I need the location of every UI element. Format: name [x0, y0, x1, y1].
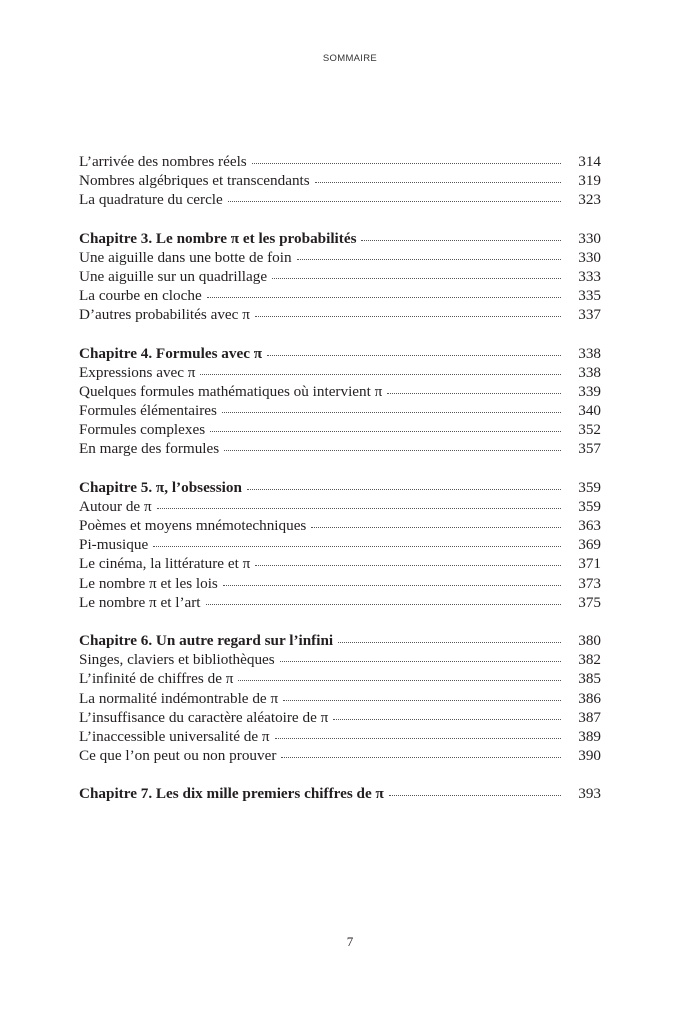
dot-leader [255, 565, 561, 566]
table-of-contents [79, 152, 601, 822]
toc-entry-page: 352 [578, 421, 601, 439]
toc-entry-page: 330 [578, 229, 601, 247]
toc-entry-page: 339 [578, 382, 601, 400]
dot-leader [224, 450, 561, 451]
toc-entry-title: Poèmes et moyens mnémotechniques [79, 517, 307, 534]
toc-entry [79, 516, 601, 535]
toc-entry-page: 393 [578, 785, 601, 803]
toc-entry-title: Quelques formules mathématiques où intervient π [79, 382, 383, 400]
toc-chapter-heading [79, 478, 601, 497]
dot-leader [255, 316, 561, 317]
toc-chapter-heading [79, 784, 601, 803]
dot-leader [338, 642, 561, 643]
toc-entry-page: 359 [578, 497, 601, 515]
toc-entry-title: Formules élémentaires [79, 402, 217, 420]
page-number: 7 [346, 934, 354, 949]
dot-leader [238, 680, 561, 681]
dot-leader [207, 297, 561, 298]
toc-entry-page: 386 [578, 689, 601, 707]
toc-entry [79, 305, 601, 324]
toc-entry [79, 497, 601, 516]
dot-leader [361, 240, 561, 241]
toc-entry-title: Chapitre 4. Formules avec π [79, 344, 263, 362]
dot-leader [267, 355, 561, 356]
toc-entry-page: 335 [578, 287, 601, 305]
dot-leader [280, 661, 561, 662]
toc-entry [79, 190, 601, 209]
toc-section [79, 784, 601, 803]
toc-entry [79, 669, 601, 688]
toc-entry [79, 708, 601, 727]
toc-entry-title: Ce que l’on peut ou non prouver [79, 747, 277, 765]
dot-leader [200, 374, 561, 375]
toc-entry-title: Expressions avec π [79, 363, 196, 381]
toc-entry-title: L’arrivée des nombres réels [79, 153, 247, 170]
toc-entry-page: 319 [578, 172, 601, 190]
toc-entry [79, 248, 601, 267]
dot-leader [210, 431, 561, 432]
toc-entry [79, 554, 601, 573]
toc-chapter-heading [79, 229, 601, 248]
toc-entry-title: D’autres probabilités avec π [79, 306, 250, 324]
running-head: SOMMAIRE [322, 53, 378, 64]
toc-entry-title: Pi-musique [79, 536, 149, 554]
toc-entry [79, 574, 601, 593]
dot-leader [283, 700, 561, 701]
dot-leader [333, 719, 561, 720]
toc-entry-page: 380 [578, 631, 601, 649]
toc-entry [79, 535, 601, 554]
toc-entry [79, 727, 601, 746]
dot-leader [252, 163, 561, 164]
dot-leader [247, 489, 561, 490]
toc-entry-title: Chapitre 5. π, l’obsession [79, 478, 242, 496]
toc-entry-title: Le nombre π et les lois [79, 574, 218, 592]
dot-leader [315, 182, 561, 183]
toc-entry [79, 401, 601, 420]
toc-entry [79, 689, 601, 708]
toc-entry-title: Formules complexes [79, 421, 206, 439]
toc-entry-title: La courbe en cloche [79, 287, 202, 305]
dot-leader [275, 738, 561, 739]
toc-entry-title: L’inaccessible universalité de π [79, 727, 270, 745]
toc-entry-page: 373 [578, 574, 601, 592]
toc-entry [79, 152, 601, 171]
toc-entry-page: 390 [578, 747, 601, 765]
toc-entry-page: 375 [578, 593, 601, 611]
toc-entry [79, 746, 601, 765]
toc-entry [79, 267, 601, 286]
toc-entry-page: 340 [578, 402, 601, 420]
toc-entry-page: 389 [578, 727, 601, 745]
toc-section [79, 631, 601, 765]
toc-entry [79, 382, 601, 401]
toc-entry-page: 359 [578, 478, 601, 496]
toc-entry-title: Une aiguille dans une botte de foin [79, 248, 292, 266]
toc-entry-title: Nombres algébriques et transcendants [79, 172, 310, 190]
toc-entry [79, 363, 601, 382]
toc-entry [79, 171, 601, 190]
dot-leader [297, 259, 561, 260]
toc-entry-title: Chapitre 3. Le nombre π et les probabilités [79, 229, 357, 247]
toc-entry-page: 338 [578, 363, 601, 381]
toc-entry-page: 382 [578, 651, 601, 669]
toc-entry-page: 337 [578, 306, 601, 324]
toc-entry-page: 323 [578, 191, 601, 209]
dot-leader [206, 604, 561, 605]
toc-entry-title: Autour de π [79, 497, 152, 515]
dot-leader [387, 393, 561, 394]
toc-entry-page: 314 [578, 153, 601, 170]
toc-entry-page: 369 [578, 536, 601, 554]
dot-leader [281, 757, 561, 758]
toc-entry-page: 333 [578, 267, 601, 285]
toc-entry-title: Chapitre 6. Un autre regard sur l’infini [79, 631, 334, 649]
toc-chapter-heading [79, 631, 601, 650]
toc-entry-title: Chapitre 7. Les dix mille premiers chiffres de π [79, 785, 384, 803]
dot-leader [272, 278, 561, 279]
toc-entry-title: L’infinité de chiffres de π [79, 670, 234, 688]
toc-entry-title: Le nombre π et l’art [79, 593, 201, 611]
toc-section [79, 344, 601, 459]
toc-section [79, 229, 601, 325]
dot-leader [223, 585, 561, 586]
toc-entry-title: Une aiguille sur un quadrillage [79, 267, 268, 285]
toc-entry-page: 357 [578, 440, 601, 458]
toc-section [79, 152, 601, 210]
toc-section [79, 478, 601, 612]
toc-entry-page: 385 [578, 670, 601, 688]
toc-entry-page: 387 [578, 708, 601, 726]
toc-entry [79, 286, 601, 305]
dot-leader [311, 527, 561, 528]
toc-entry-page: 338 [578, 344, 601, 362]
toc-entry-page: 371 [578, 555, 601, 573]
toc-entry-title: Le cinéma, la littérature et π [79, 555, 251, 573]
toc-entry [79, 650, 601, 669]
dot-leader [222, 412, 561, 413]
toc-entry-page: 363 [578, 517, 601, 534]
dot-leader [389, 795, 561, 796]
dot-leader [153, 546, 561, 547]
toc-entry-title: Singes, claviers et bibliothèques [79, 651, 275, 669]
toc-chapter-heading [79, 344, 601, 363]
toc-entry [79, 439, 601, 458]
dot-leader [228, 201, 561, 202]
toc-entry-title: La normalité indémontrable de π [79, 689, 279, 707]
toc-entry [79, 420, 601, 439]
toc-entry-title: En marge des formules [79, 440, 220, 458]
toc-entry [79, 593, 601, 612]
dot-leader [157, 508, 561, 509]
toc-entry-page: 330 [578, 248, 601, 266]
toc-entry-title: L’insuffisance du caractère aléatoire de π [79, 708, 329, 726]
toc-entry-title: La quadrature du cercle [79, 191, 223, 209]
